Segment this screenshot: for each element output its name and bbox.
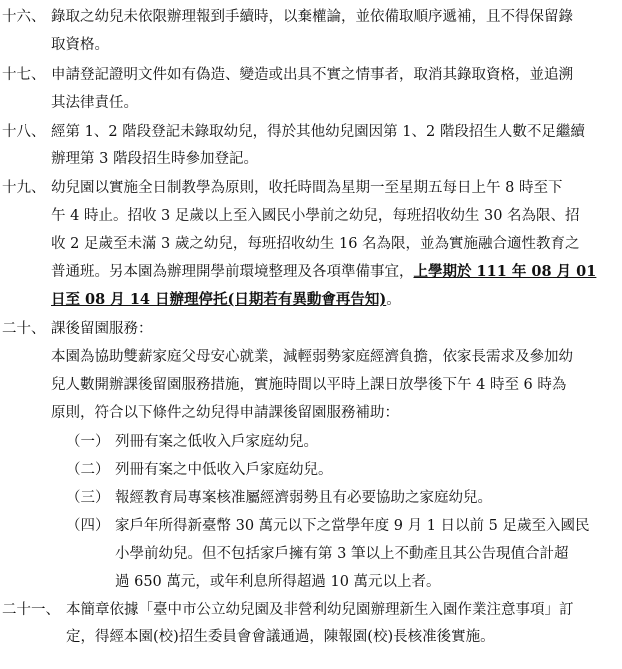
item-20-line-3: 原則，符合以下條件之幼兒得申請課後留園服務補助： <box>51 405 399 421</box>
item-18-number: 十八、 <box>2 124 46 140</box>
item-17-line-2: 其法律責任。 <box>51 95 138 111</box>
item-18-line-2: 辦理第 3 階段招生時參加登記。 <box>51 151 258 167</box>
subitem-4-line-2: 小學前幼兒。但不包括家戶擁有第 3 筆以上不動產且其公告現值合計超 <box>115 546 569 562</box>
subitem-2-text: 列冊有案之中低收入戶家庭幼兒。 <box>115 462 333 478</box>
item-19-number: 十九、 <box>2 180 46 196</box>
item-19-line-4-text: 普通班。另本園為辦理開學前環境整理及各項準備事宜， <box>51 264 414 280</box>
subitem-2-label: （二） <box>66 462 110 478</box>
item-19-line-2: 午 4 時止。招收 3 足歲以上至入國民小學前之幼兒，每班招收幼生 30 名為限、招 <box>51 208 580 224</box>
item-19-line-3: 收 2 足歲至未滿 3 歲之幼兒，每班招收幼生 16 名為限，並為實施融合適性教育之 <box>51 236 580 252</box>
item-20-line-1: 本園為協助雙薪家庭父母安心就業，減輕弱勢家庭經濟負擔，依家長需求及參加幼 <box>51 349 573 365</box>
subitem-3-text: 報經教育局專案核准屬經濟弱勢且有必要協助之家庭幼兒。 <box>115 490 492 506</box>
item-16-line-1: 錄取之幼兒未依限辦理報到手續時，以棄權論，並依備取順序遞補，且不得保留錄 <box>51 9 573 25</box>
item-17-line-1: 申請登記證明文件如有偽造、變造或出具不實之情事者，取消其錄取資格，並追溯 <box>51 67 573 83</box>
subitem-4-line-1: 家戶年所得新臺幣 30 萬元以下之當學年度 9 月 1 日以前 5 足歲至入國民 <box>115 518 590 534</box>
item-21-line-2: 定，得經本園(校)招生委員會會議通過，陳報園(校)長核准後實施。 <box>66 629 495 645</box>
item-19-line-5 <box>51 289 401 311</box>
item-17-number: 十七、 <box>2 67 46 83</box>
item-18-line-1: 經第 1、2 階段登記未錄取幼兒，得於其他幼兒園因第 1、2 階段招生人數不足繼續 <box>51 124 585 140</box>
item-16-number: 十六、 <box>2 9 46 25</box>
subitem-1-text: 列冊有案之低收入戶家庭幼兒。 <box>115 434 318 450</box>
item-19-emphasis-part-2: 日至 08 月 14 日辦理停托(日期若有異動會再告知) <box>51 291 387 308</box>
item-19-line-4 <box>51 261 596 283</box>
subitem-3-label: （三） <box>66 490 110 506</box>
item-20-number: 二十、 <box>2 321 46 337</box>
subitem-4-label: （四） <box>66 518 110 534</box>
item-16-line-2: 取資格。 <box>51 37 109 53</box>
subitem-1-label: （一） <box>66 434 110 450</box>
item-21-line-1: 本簡章依據「臺中市公立幼兒園及非營利幼兒園辦理新生入園作業注意事項」訂 <box>66 602 574 618</box>
item-20-title: 課後留園服務： <box>51 321 153 337</box>
item-19-line-1: 幼兒園以實施全日制教學為原則，收托時間為星期一至星期五每日上午 8 時至下 <box>51 180 563 196</box>
item-20-line-2: 兒人數開辦課後留園服務措施，實施時間以平時上課日放學後下午 4 時至 6 時為 <box>51 377 567 393</box>
item-19-emphasis-part-1: 上學期於 111 年 08 月 01 <box>413 263 597 280</box>
subitem-4-line-3: 過 650 萬元，或年利息所得超過 10 萬元以上者。 <box>115 574 441 590</box>
item-19-emphasis-tail: 。 <box>386 292 401 308</box>
item-21-number: 二十一、 <box>2 602 60 618</box>
